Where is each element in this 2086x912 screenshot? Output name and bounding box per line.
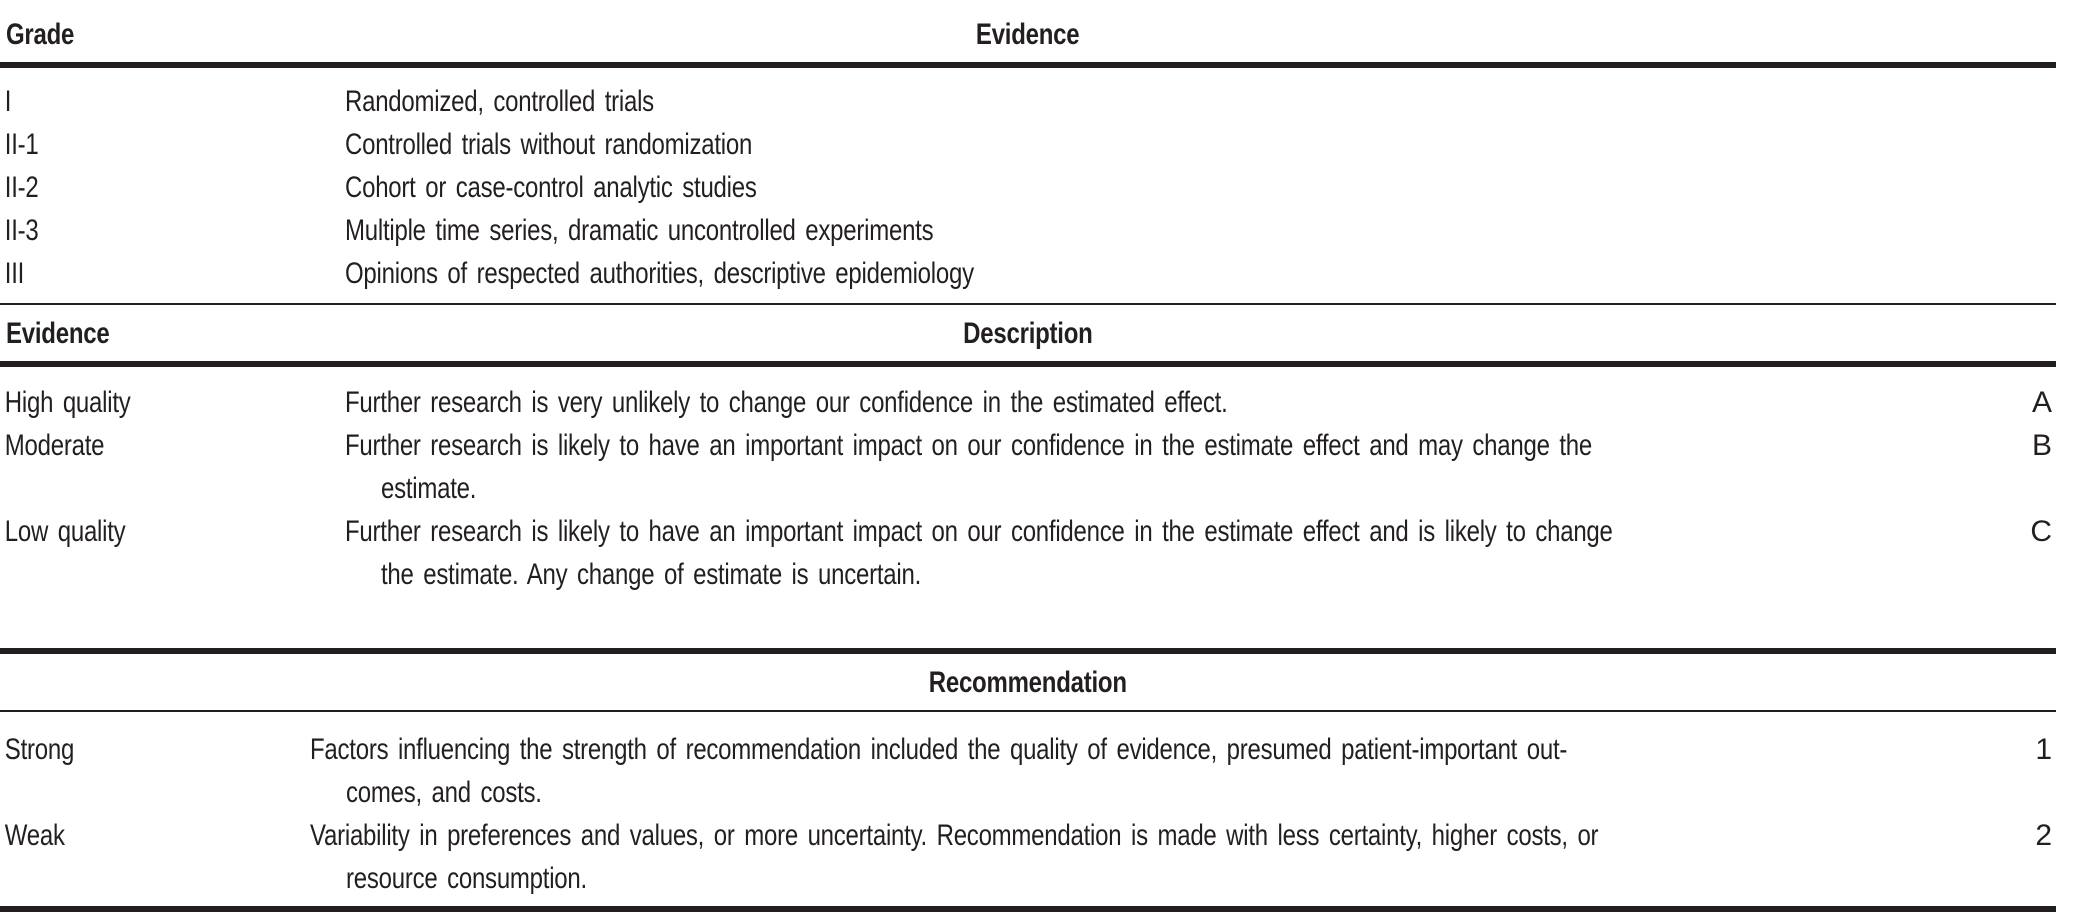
row-term: Weak	[4, 819, 65, 852]
recommendation-column-header-wrap	[0, 666, 2056, 700]
row-description	[345, 166, 2056, 209]
grade-letter: A	[2031, 386, 2052, 419]
evidence-description-header-row	[0, 305, 2056, 361]
row-description	[345, 381, 2056, 424]
row-term: Moderate	[4, 429, 105, 462]
description-line: Factors influencing the strength of recommendation included the quality of evidence, presumed patient-important out-	[310, 733, 1568, 766]
row-term: III	[4, 257, 25, 290]
table-row	[0, 252, 2056, 295]
evidence-description-table	[0, 303, 2056, 648]
grade-letter: C	[2030, 515, 2052, 548]
description-line: Further research is likely to have an important impact on our confidence in the estimate effect and may change the	[345, 429, 1592, 462]
table-row	[0, 814, 2056, 900]
recommendation-body	[0, 712, 2056, 906]
description-line: Opinions of respected authorities, descriptive epidemiology	[345, 257, 974, 290]
row-description	[345, 80, 2056, 123]
row-description	[345, 510, 2056, 596]
table-row	[0, 166, 2056, 209]
description-line: the estimate. Any change of estimate is uncertain.	[381, 558, 922, 591]
grade-number: 2	[2035, 819, 2052, 852]
row-description	[345, 424, 2056, 510]
table-row	[0, 728, 2056, 814]
grade-column-header: Grade	[6, 18, 75, 51]
table-row	[0, 209, 2056, 252]
description-line: Further research is very unlikely to change our confidence in the estimated effect.	[345, 386, 1228, 419]
row-term: I	[4, 85, 12, 118]
row-term: Low quality	[4, 515, 126, 548]
row-term: II-3	[4, 214, 39, 247]
table-row	[0, 80, 2056, 123]
description-line: Randomized, controlled trials	[345, 85, 654, 118]
description-line: comes, and costs.	[346, 776, 542, 809]
table-row	[0, 424, 2056, 510]
recommendation-column-header: Recommendation	[928, 666, 1127, 699]
row-term: II-2	[4, 171, 39, 204]
recommendation-header-row	[0, 654, 2056, 710]
description-line: resource consumption.	[346, 862, 587, 895]
row-term: Strong	[4, 733, 75, 766]
description-line: Cohort or case-control analytic studies	[345, 171, 757, 204]
description-column-header-wrap	[0, 317, 2056, 351]
evidence-description-body	[0, 367, 2056, 648]
grade-evidence-table	[0, 0, 2056, 303]
row-description	[345, 123, 2056, 166]
grade-evidence-body	[0, 68, 2056, 303]
description-line: Variability in preferences and values, or more uncertainty. Recommendation is made with less certainty, higher costs, or	[310, 819, 1599, 852]
row-description	[345, 209, 2056, 252]
evidence-column-header: Evidence	[976, 18, 1080, 51]
evidence-row-header: Evidence	[6, 317, 110, 350]
description-column-header: Description	[963, 317, 1093, 350]
row-description	[310, 728, 2056, 814]
table-row	[0, 381, 2056, 424]
table-row	[0, 510, 2056, 596]
recommendation-table	[0, 648, 2056, 912]
grade-number: 1	[2035, 733, 2052, 766]
row-term: II-1	[4, 128, 39, 161]
description-line: estimate.	[381, 472, 477, 505]
evidence-column-header-wrap	[0, 18, 2056, 52]
grade-evidence-header-row	[0, 0, 2056, 62]
description-line: Further research is likely to have an important impact on our confidence in the estimate effect and is likely to change	[345, 515, 1613, 548]
table-row	[0, 123, 2056, 166]
description-line: Controlled trials without randomization	[345, 128, 753, 161]
grade-letter: B	[2031, 429, 2052, 462]
description-line: Multiple time series, dramatic uncontrolled experiments	[345, 214, 934, 247]
rule-thick-bottom	[0, 906, 2056, 912]
row-term: High quality	[4, 386, 131, 419]
row-description	[345, 252, 2056, 295]
row-description	[310, 814, 2056, 900]
